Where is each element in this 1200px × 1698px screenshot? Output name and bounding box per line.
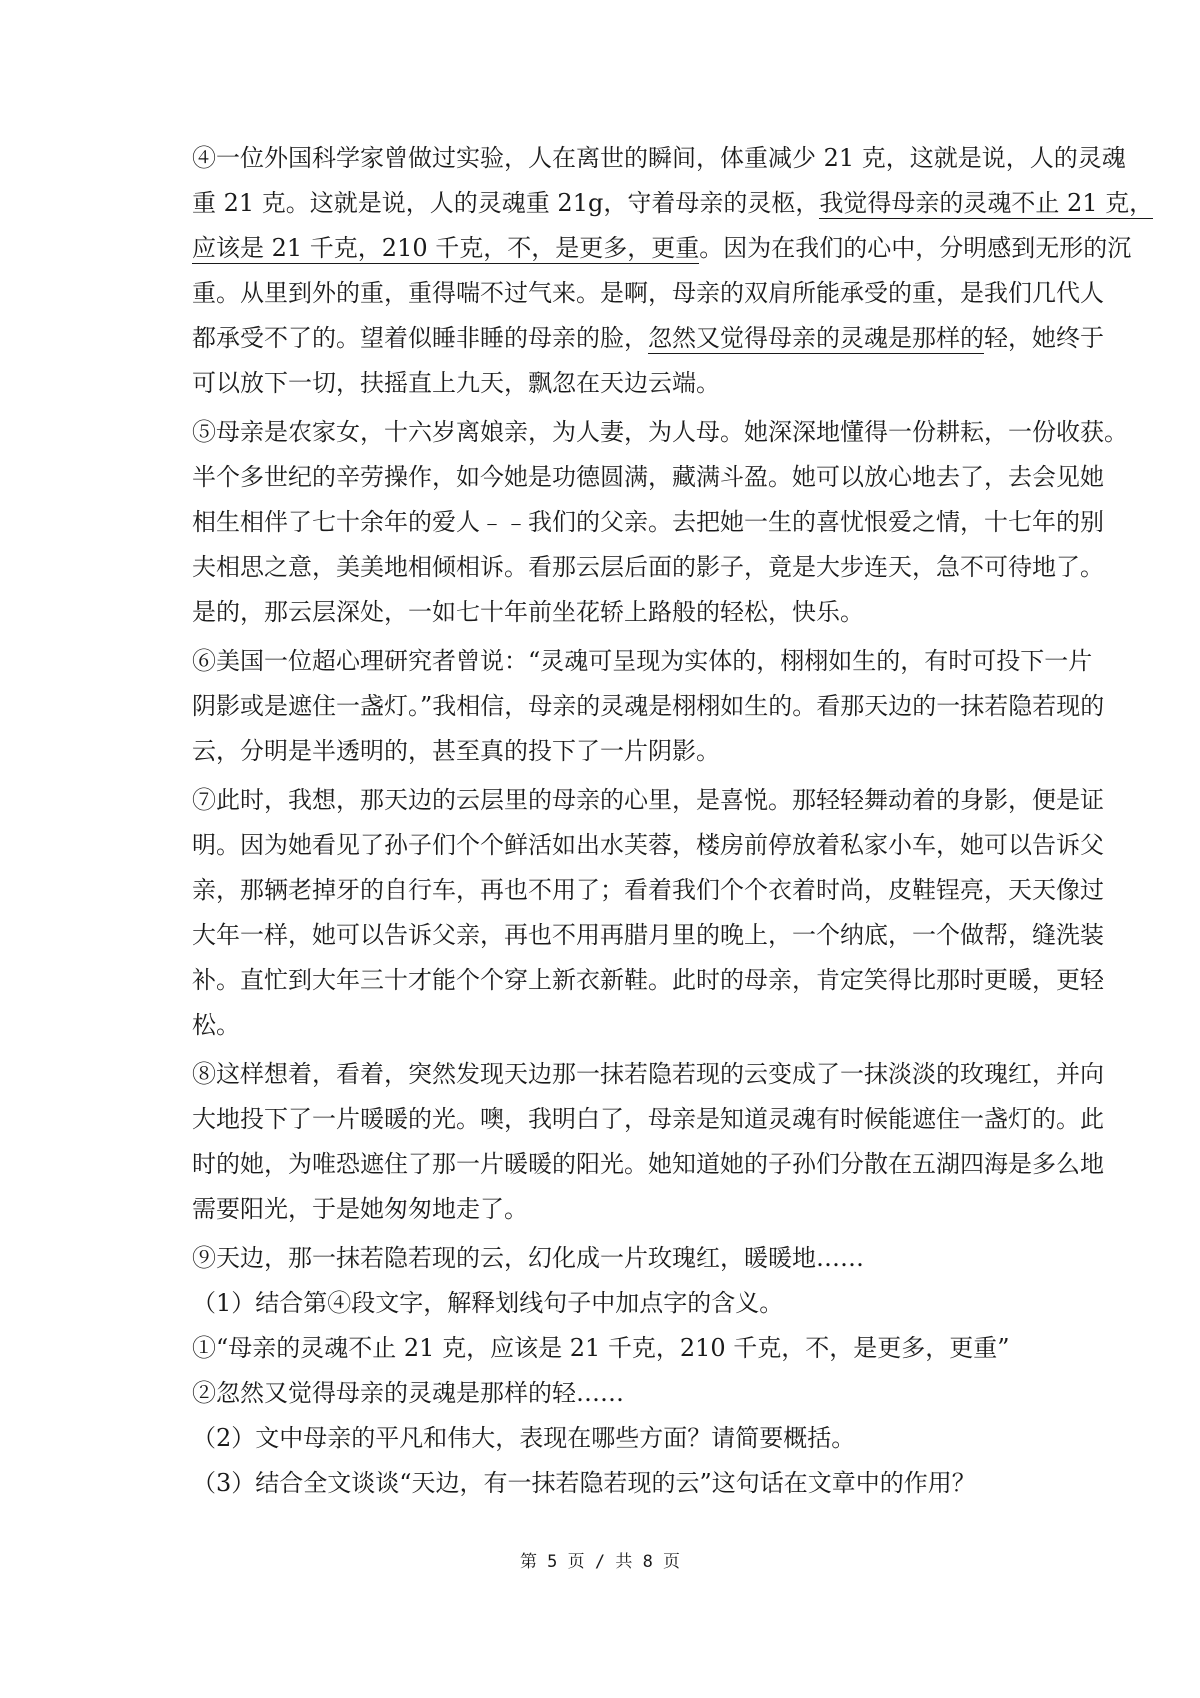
paragraph-7-line: 大年一样，她可以告诉父亲，再也不用再腊月里的晚上，一个纳底，一个做帮，缝洗装 <box>192 921 1104 949</box>
question-1-item-2: ②忽然又觉得母亲的灵魂是那样的轻…… <box>192 1379 624 1407</box>
underlined-sentence-1b: 应该是 21 千克，210 千克，不，是更多，更重 <box>192 234 700 262</box>
paragraph-5-line: 半个多世纪的辛劳操作，如今她是功德圆满，藏满斗盈。她可以放心地去了，去会见她 <box>192 463 1104 491</box>
paragraph-4-line-3 <box>192 233 1131 263</box>
paragraph-6-line: ⑥美国一位超心理研究者曾说：“灵魂可呈现为实体的，栩栩如生的，有时可投下一片 <box>192 647 1093 675</box>
paragraph-4-line-5 <box>192 323 1104 353</box>
paragraph-4-line-2 <box>192 188 1153 218</box>
question-1: （1）结合第④段文字，解释划线句子中加点字的含义。 <box>192 1289 784 1317</box>
paragraph-4-line-1: ④一位外国科学家曾做过实验，人在离世的瞬间，体重减少 21 克，这就是说，人的灵魂 <box>192 144 1126 172</box>
underlined-sentence-1a: 我觉得母亲的灵魂不止 21 克， <box>819 189 1154 217</box>
question-1-item-1: ①“母亲的灵魂不止 21 克，应该是 21 千克，210 千克，不，是更多，更重” <box>192 1334 1010 1362</box>
paragraph-7-line: 松。 <box>192 1011 240 1039</box>
text-span: 都承受不了的。望着似睡非睡的母亲的脸， <box>192 324 648 352</box>
paragraph-4-line-4: 重。从里到外的重，重得喘不过气来。是啊，母亲的双肩所能承受的重，是我们几代人 <box>192 279 1104 307</box>
text-span: 轻，她终于 <box>984 324 1104 352</box>
paragraph-8-line: 时的她，为唯恐遮住了那一片暖暖的阳光。她知道她的子孙们分散在五湖四海是多么地 <box>192 1150 1104 1178</box>
paragraph-5-line: 相生相伴了七十余年的爱人﹣﹣我们的父亲。去把她一生的喜忧恨爱之情，十七年的别 <box>192 508 1104 536</box>
paragraph-6-line: 阴影或是遮住一盏灯。”我相信，母亲的灵魂是栩栩如生的。看那天边的一抹若隐若现的 <box>192 692 1105 720</box>
question-2: （2）文中母亲的平凡和伟大，表现在哪些方面？请简要概括。 <box>192 1424 856 1452</box>
page-number-footer: 第 5 页 / 共 8 页 <box>519 1552 681 1572</box>
text-span: 重 21 克。这就是说，人的灵魂重 21g，守着母亲的灵柩， <box>192 189 820 217</box>
paragraph-5-line: 夫相思之意，美美地相倾相诉。看那云层后面的影子，竟是大步连天，急不可待地了。 <box>192 553 1104 581</box>
underlined-sentence-2: 忽然又觉得母亲的灵魂是那样的 <box>648 324 984 352</box>
paragraph-9: ⑨天边，那一抹若隐若现的云，幻化成一片玫瑰红，暖暖地…… <box>192 1244 864 1272</box>
question-3: （3）结合全文谈谈“天边，有一抹若隐若现的云”这句话在文章中的作用？ <box>192 1469 976 1497</box>
paragraph-8-line: 大地投下了一片暖暖的光。噢，我明白了，母亲是知道灵魂有时候能遮住一盏灯的。此 <box>192 1105 1104 1133</box>
paragraph-8-line: ⑧这样想着，看着，突然发现天边那一抹若隐若现的云变成了一抹淡淡的玫瑰红，并向 <box>192 1060 1104 1088</box>
paragraph-7-line: 补。直忙到大年三十才能个个穿上新衣新鞋。此时的母亲，肯定笑得比那时更暖，更轻 <box>192 966 1104 994</box>
paragraph-4-line-6: 可以放下一切，扶摇直上九天，飘忽在天边云端。 <box>192 369 720 397</box>
paragraph-8-line: 需要阳光，于是她匆匆地走了。 <box>192 1195 528 1223</box>
paragraph-6-line: 云，分明是半透明的，甚至真的投下了一片阴影。 <box>192 737 720 765</box>
paragraph-7-line: 明。因为她看见了孙子们个个鲜活如出水芙蓉，楼房前停放着私家小车，她可以告诉父 <box>192 831 1104 859</box>
paragraph-7-line: ⑦此时，我想，那天边的云层里的母亲的心里，是喜悦。那轻轻舞动着的身影，便是证 <box>192 786 1104 814</box>
text-span: 。因为在我们的心中，分明感到无形的沉 <box>699 234 1132 262</box>
paragraph-7-line: 亲，那辆老掉牙的自行车，再也不用了；看着我们个个衣着时尚，皮鞋锃亮，天天像过 <box>192 876 1104 904</box>
paragraph-5-line: 是的，那云层深处，一如七十年前坐花轿上路般的轻松，快乐。 <box>192 598 864 626</box>
paragraph-5-line: ⑤母亲是农家女，十六岁离娘亲，为人妻，为人母。她深深地懂得一份耕耘，一份收获。 <box>192 418 1128 446</box>
